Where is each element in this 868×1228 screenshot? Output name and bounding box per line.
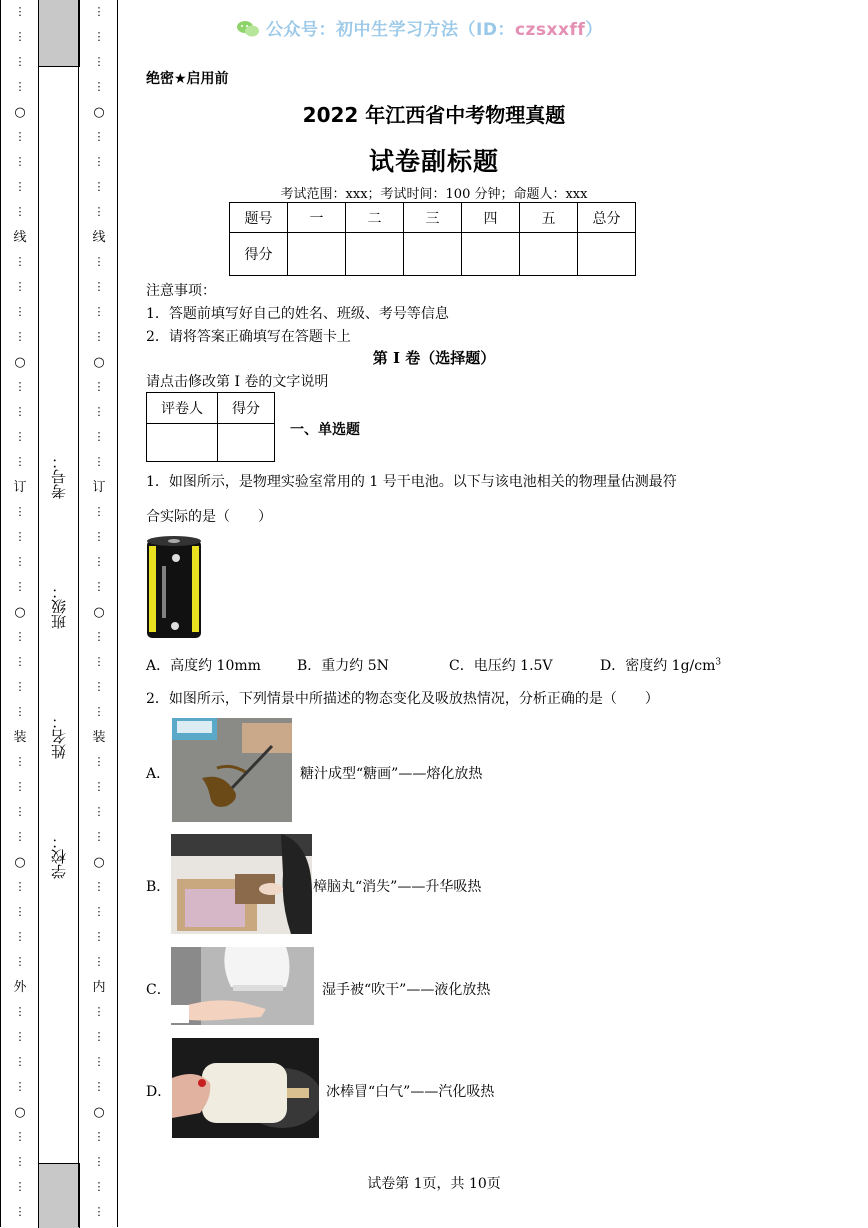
binding-dots: ⋮ xyxy=(93,780,105,793)
binding-dots: ⋮ xyxy=(93,155,105,168)
score-header: 三 xyxy=(404,203,462,233)
binding-mark: ○ xyxy=(93,605,105,620)
binding-dots: ⋮ xyxy=(14,1055,26,1068)
binding-dots: ⋮ xyxy=(93,1130,105,1143)
binding-dots: ⋮ xyxy=(14,805,26,818)
binding-dots: ⋮ xyxy=(14,830,26,843)
binding-dots: ⋮ xyxy=(14,455,26,468)
watermark-label: 公众号：初中生学习方法（ID： xyxy=(266,20,515,40)
field-banji: 班级： xyxy=(50,584,68,630)
q2-stem: 2．如图所示，下列情景中所描述的物态变化及吸放热情况，分析正确的是（ ） xyxy=(146,691,659,707)
binding-dots: ⋮ xyxy=(14,255,26,268)
binding-gray-top xyxy=(38,0,80,67)
grader-cell[interactable] xyxy=(147,424,218,462)
binding-dots: ⋮ xyxy=(14,155,26,168)
binding-dots: ⋮ xyxy=(93,280,105,293)
binding-dots: ⋮ xyxy=(93,755,105,768)
score-cell[interactable] xyxy=(346,233,404,276)
hand-dryer-image xyxy=(171,947,314,1025)
field-xuexiao: 学校： xyxy=(50,834,68,880)
binding-mark: ○ xyxy=(14,355,26,370)
binding-dots: ⋮ xyxy=(93,955,105,968)
binding-dots: ⋮ xyxy=(14,930,26,943)
score-cell[interactable] xyxy=(578,233,636,276)
binding-dots: ⋮ xyxy=(14,30,26,43)
binding-dots: ⋮ xyxy=(14,1155,26,1168)
section-title: 第 I 卷（选择题） xyxy=(372,349,496,367)
binding-dots: ⋮ xyxy=(93,330,105,343)
binding-mark: ○ xyxy=(14,855,26,870)
binding-dots: ⋮ xyxy=(14,5,26,18)
binding-dots: ⋮ xyxy=(14,1030,26,1043)
binding-dots: ⋮ xyxy=(14,380,26,393)
notes-item: 2．请将答案正确填写在答题卡上 xyxy=(146,329,351,345)
page-title: 2022 年江西省中考物理真题 xyxy=(302,103,566,127)
binding-mark: 内 xyxy=(92,980,106,995)
part-title: 一、单选题 xyxy=(290,422,360,438)
q1-option-a[interactable]: A．高度约 10mm xyxy=(146,658,261,674)
binding-dots: ⋮ xyxy=(14,780,26,793)
watermark xyxy=(236,15,603,40)
binding-dots: ⋮ xyxy=(14,1180,26,1193)
binding-dots: ⋮ xyxy=(14,430,26,443)
binding-dots: ⋮ xyxy=(93,1205,105,1218)
binding-mark: 线 xyxy=(13,230,27,245)
binding-dots: ⋮ xyxy=(93,180,105,193)
section-desc: 请点击修改第 I 卷的文字说明 xyxy=(146,374,329,390)
binding-dots: ⋮ xyxy=(14,530,26,543)
binding-dots: ⋮ xyxy=(93,30,105,43)
q2-option-a-text: 糖汁成型“糖画”——熔化放热 xyxy=(300,766,483,782)
q1-option-b[interactable]: B．重力约 5N xyxy=(297,658,389,674)
binding-dots: ⋮ xyxy=(93,1055,105,1068)
popsicle-image xyxy=(172,1038,319,1138)
binding-dots: ⋮ xyxy=(14,655,26,668)
binding-mark: ○ xyxy=(93,105,105,120)
binding-dots: ⋮ xyxy=(14,705,26,718)
binding-dots: ⋮ xyxy=(93,5,105,18)
binding-dots: ⋮ xyxy=(93,880,105,893)
binding-dots: ⋮ xyxy=(93,1005,105,1018)
field-xingming: 姓名： xyxy=(50,714,68,760)
binding-dots: ⋮ xyxy=(93,630,105,643)
binding-mark: ○ xyxy=(14,105,26,120)
q1-stem-line2: 合实际的是（ ） xyxy=(146,509,272,525)
binding-dots: ⋮ xyxy=(14,905,26,918)
binding-dots: ⋮ xyxy=(14,305,26,318)
binding-dots: ⋮ xyxy=(14,280,26,293)
binding-dots: ⋮ xyxy=(93,130,105,143)
binding-dots: ⋮ xyxy=(93,505,105,518)
binding-mark: ○ xyxy=(14,605,26,620)
binding-mark: 装 xyxy=(13,730,27,745)
score-table xyxy=(229,202,636,276)
binding-dots: ⋮ xyxy=(14,680,26,693)
q2-option-b-letter[interactable]: B． xyxy=(146,879,171,895)
battery-image xyxy=(144,532,204,644)
binding-dots: ⋮ xyxy=(14,130,26,143)
score-header: 四 xyxy=(462,203,520,233)
binding-dots: ⋮ xyxy=(14,1205,26,1218)
binding-mark: 订 xyxy=(92,480,106,495)
score-cell[interactable] xyxy=(288,233,346,276)
binding-dots: ⋮ xyxy=(14,1005,26,1018)
binding-dots: ⋮ xyxy=(93,555,105,568)
binding-dots: ⋮ xyxy=(93,530,105,543)
binding-dots: ⋮ xyxy=(14,630,26,643)
binding-dots: ⋮ xyxy=(93,905,105,918)
binding-dots: ⋮ xyxy=(93,55,105,68)
score-row-label: 得分 xyxy=(230,233,288,276)
binding-dots: ⋮ xyxy=(14,55,26,68)
binding-dots: ⋮ xyxy=(14,1080,26,1093)
binding-dots: ⋮ xyxy=(14,80,26,93)
binding-dots: ⋮ xyxy=(93,655,105,668)
score-cell[interactable] xyxy=(462,233,520,276)
binding-dots: ⋮ xyxy=(93,1080,105,1093)
binding-dots: ⋮ xyxy=(93,430,105,443)
binding-dots: ⋮ xyxy=(14,555,26,568)
binding-mark: ○ xyxy=(93,355,105,370)
q1-option-d[interactable] xyxy=(600,655,721,675)
binding-dots: ⋮ xyxy=(93,255,105,268)
score-header: 一 xyxy=(288,203,346,233)
grader-header: 得分 xyxy=(218,393,275,424)
binding-dots: ⋮ xyxy=(14,505,26,518)
binding-dots: ⋮ xyxy=(93,930,105,943)
binding-dots: ⋮ xyxy=(14,755,26,768)
notes-heading: 注意事项： xyxy=(146,283,216,299)
q2-option-b-text: 樟脑丸“消失”——升华吸热 xyxy=(313,879,482,895)
binding-dots: ⋮ xyxy=(14,955,26,968)
binding-mark: ○ xyxy=(93,1105,105,1120)
binding-dots: ⋮ xyxy=(93,205,105,218)
grader-table xyxy=(146,392,275,462)
binding-dots: ⋮ xyxy=(93,305,105,318)
binding-mark: 线 xyxy=(92,230,106,245)
binding-dots: ⋮ xyxy=(93,1030,105,1043)
binding-dots: ⋮ xyxy=(14,405,26,418)
score-header: 五 xyxy=(520,203,578,233)
score-cell[interactable] xyxy=(404,233,462,276)
binding-dots: ⋮ xyxy=(93,1180,105,1193)
watermark-close: ） xyxy=(585,20,603,40)
binding-mark: 外 xyxy=(13,980,27,995)
q1-option-d-sup: 3 xyxy=(715,657,722,668)
binding-dots: ⋮ xyxy=(14,880,26,893)
notes-item: 1．答题前填写好自己的姓名、班级、考号等信息 xyxy=(146,306,449,322)
grader-header: 评卷人 xyxy=(147,393,218,424)
binding-dots: ⋮ xyxy=(93,1155,105,1168)
sugar-painting-image xyxy=(172,718,292,822)
mothball-image xyxy=(171,834,312,934)
score-cell[interactable] xyxy=(520,233,578,276)
binding-dots: ⋮ xyxy=(93,455,105,468)
grader-cell[interactable] xyxy=(218,424,275,462)
field-kaohao: 考号： xyxy=(50,454,68,500)
score-header: 二 xyxy=(346,203,404,233)
q2-option-c-text: 湿手被“吹干”——液化放热 xyxy=(322,982,491,998)
q2-option-d-letter[interactable]: D． xyxy=(146,1084,172,1100)
q1-stem-line1: 1．如图所示，是物理实验室常用的 1 号干电池。以下与该电池相关的物理量估测最符 xyxy=(146,474,677,490)
binding-dots: ⋮ xyxy=(93,830,105,843)
binding-dots: ⋮ xyxy=(14,330,26,343)
binding-dots: ⋮ xyxy=(93,380,105,393)
q2-option-d-text: 冰棒冒“白气”——汽化吸热 xyxy=(326,1084,495,1100)
exam-info: 考试范围：xxx；考试时间：100 分钟；命题人：xxx xyxy=(280,187,588,202)
binding-dots: ⋮ xyxy=(14,1130,26,1143)
secret-label: 绝密★启用前 xyxy=(146,71,229,87)
page-footer: 试卷第 1页，共 10页 xyxy=(367,1176,501,1192)
binding-dots: ⋮ xyxy=(93,405,105,418)
binding-mark: 订 xyxy=(13,480,27,495)
binding-mark: ○ xyxy=(14,1105,26,1120)
q1-option-d-text: D．密度约 1g/cm xyxy=(600,658,716,674)
binding-dots: ⋮ xyxy=(14,205,26,218)
q2-option-c-letter[interactable]: C． xyxy=(146,982,171,998)
binding-mark: ○ xyxy=(93,855,105,870)
binding-dots: ⋮ xyxy=(14,180,26,193)
page-subtitle: 试卷副标题 xyxy=(368,147,499,176)
wechat-icon xyxy=(236,20,260,38)
binding-mark: 装 xyxy=(92,730,106,745)
binding-dots: ⋮ xyxy=(93,580,105,593)
binding-dots: ⋮ xyxy=(93,705,105,718)
binding-dots: ⋮ xyxy=(93,805,105,818)
binding-dots: ⋮ xyxy=(93,80,105,93)
q1-option-c[interactable]: C．电压约 1.5V xyxy=(449,658,553,674)
binding-dots: ⋮ xyxy=(14,580,26,593)
score-header: 题号 xyxy=(230,203,288,233)
score-header: 总分 xyxy=(578,203,636,233)
binding-dots: ⋮ xyxy=(93,680,105,693)
q2-option-a-letter[interactable]: A． xyxy=(146,766,171,782)
watermark-id: czsxxff xyxy=(514,20,586,40)
